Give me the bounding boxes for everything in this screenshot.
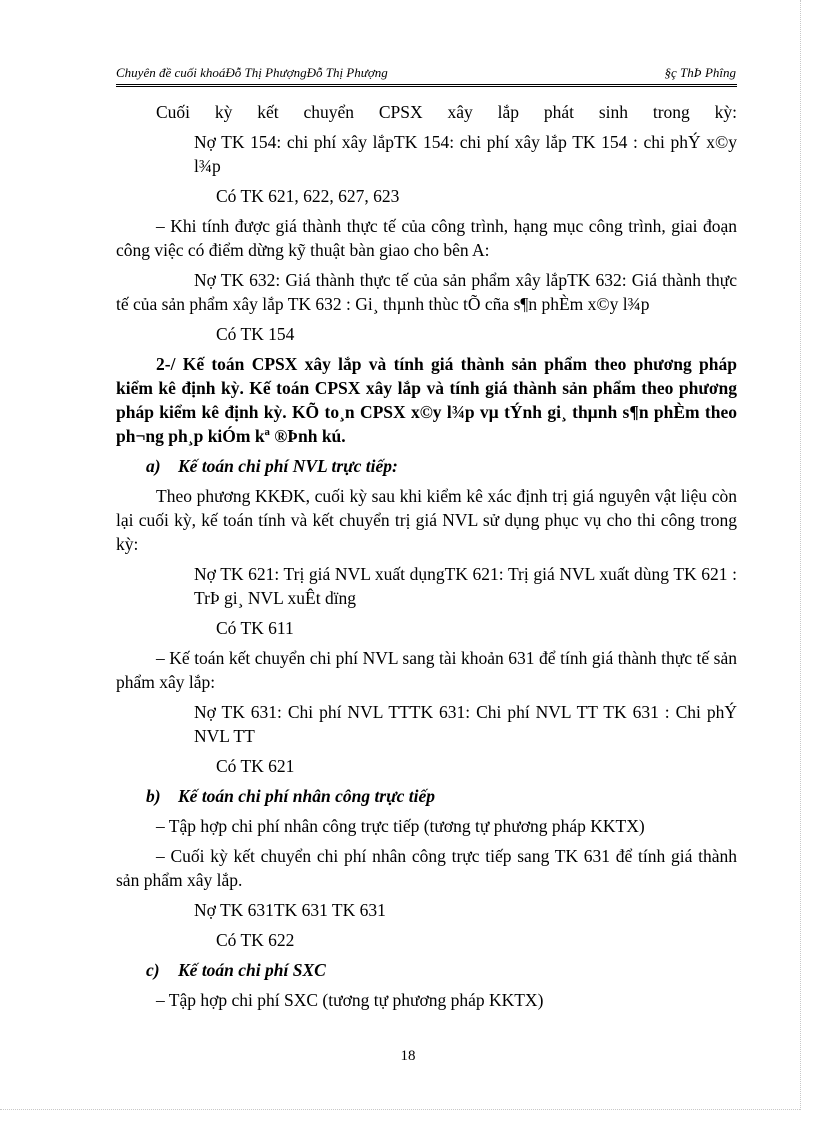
document-body bbox=[116, 100, 737, 1018]
header-rule bbox=[116, 84, 737, 87]
paragraph: Cuối kỳ kết chuyển CPSX xây lắp phát sinh trong kỳ: bbox=[156, 102, 737, 122]
bullet-paragraph: – Tập hợp chi phí nhân công trực tiếp (tương tự phương pháp KKTX) bbox=[156, 816, 645, 836]
journal-entry-credit: Có TK 154 bbox=[216, 324, 295, 344]
page-edge-bottom bbox=[0, 1109, 800, 1110]
subsection-heading-a bbox=[116, 454, 737, 478]
journal-entry-debit: Nợ TK 621: Trị giá NVL xuất dụngTK 621: Trị giá NVL xuất dùng TK 621 : TrÞ gi¸ NVL xuÊt dïng bbox=[194, 564, 737, 608]
journal-entry-debit: Nợ TK 154: chi phí xây lắpTK 154: chi phí xây lắp TK 154 : chi phÝ x©y l¾p bbox=[194, 132, 737, 176]
page-edge-right bbox=[800, 0, 801, 1110]
journal-entry-credit: Có TK 622 bbox=[216, 930, 295, 950]
header-right-text: §ç ThÞ Phîng bbox=[664, 65, 736, 80]
section-heading: 2-/ Kế toán CPSX xây lắp và tính giá thành sản phẩm theo phương pháp kiểm kê định kỳ. Kế toán CPSX xây lắp và tính giá thành sản phẩm theo phương pháp kiểm kê định kỳ. KÕ to¸n CPSX x©y l¾p vµ tÝnh gi¸ thµnh s¶n phÈm theo ph¬ng ph¸p kiÓm kª ®Þnh kú. bbox=[116, 354, 737, 446]
page-number: 18 bbox=[400, 1048, 416, 1064]
journal-entry-credit: Có TK 621 bbox=[216, 756, 295, 776]
bullet-paragraph: – Kế toán kết chuyển chi phí NVL sang tài khoản 631 để tính giá thành thực tế sản phẩm xây lắp: bbox=[116, 648, 737, 692]
subsection-heading-c bbox=[116, 958, 737, 982]
journal-entry-debit: Nợ TK 631TK 631 TK 631 bbox=[194, 900, 386, 920]
subsection-label: a) bbox=[146, 456, 161, 476]
subsection-heading-b bbox=[116, 784, 737, 808]
subsection-title: Kế toán chi phí SXC bbox=[178, 960, 326, 980]
subsection-title: Kế toán chi phí nhân công trực tiếp bbox=[178, 786, 435, 806]
page-header bbox=[116, 63, 736, 83]
bullet-paragraph: – Khi tính được giá thành thực tế của công trình, hạng mục công trình, giai đoạn công việc có điểm dừng kỹ thuật bàn giao cho bên A: bbox=[116, 216, 737, 260]
journal-entry-credit: Có TK 611 bbox=[216, 618, 294, 638]
bullet-paragraph: – Cuối kỳ kết chuyển chi phí nhân công trực tiếp sang TK 631 để tính giá thành sản phẩm xây lắp. bbox=[116, 846, 737, 890]
subsection-title: Kế toán chi phí NVL trực tiếp: bbox=[178, 456, 398, 476]
paragraph: Theo phương KKĐK, cuối kỳ sau khi kiểm kê xác định trị giá nguyên vật liệu còn lại cuối kỳ, kế toán tính và kết chuyển trị giá NVL sử dụng phục vụ cho thi công trong kỳ: bbox=[116, 486, 737, 554]
journal-entry-credit: Có TK 621, 622, 627, 623 bbox=[216, 186, 400, 206]
subsection-label: b) bbox=[146, 786, 161, 806]
header-left-text: Chuyên đề cuối khoáĐỗ Thị PhượngĐỗ Thị Phượng bbox=[116, 65, 388, 80]
subsection-label: c) bbox=[146, 960, 160, 980]
bullet-paragraph: – Tập hợp chi phí SXC (tương tự phương pháp KKTX) bbox=[156, 990, 544, 1010]
journal-entry-debit: Nợ TK 631: Chi phí NVL TTTK 631: Chi phí NVL TT TK 631 : Chi phÝ NVL TT bbox=[194, 702, 737, 746]
journal-entry-debit: Nợ TK 632: Giá thành thực tế của sản phẩm xây lắpTK 632: Giá thành thực tế của sản phẩm xây lắp TK 632 : Gi¸ thµnh thùc tÕ cña s¶n phÈm x©y l¾p bbox=[116, 270, 737, 314]
